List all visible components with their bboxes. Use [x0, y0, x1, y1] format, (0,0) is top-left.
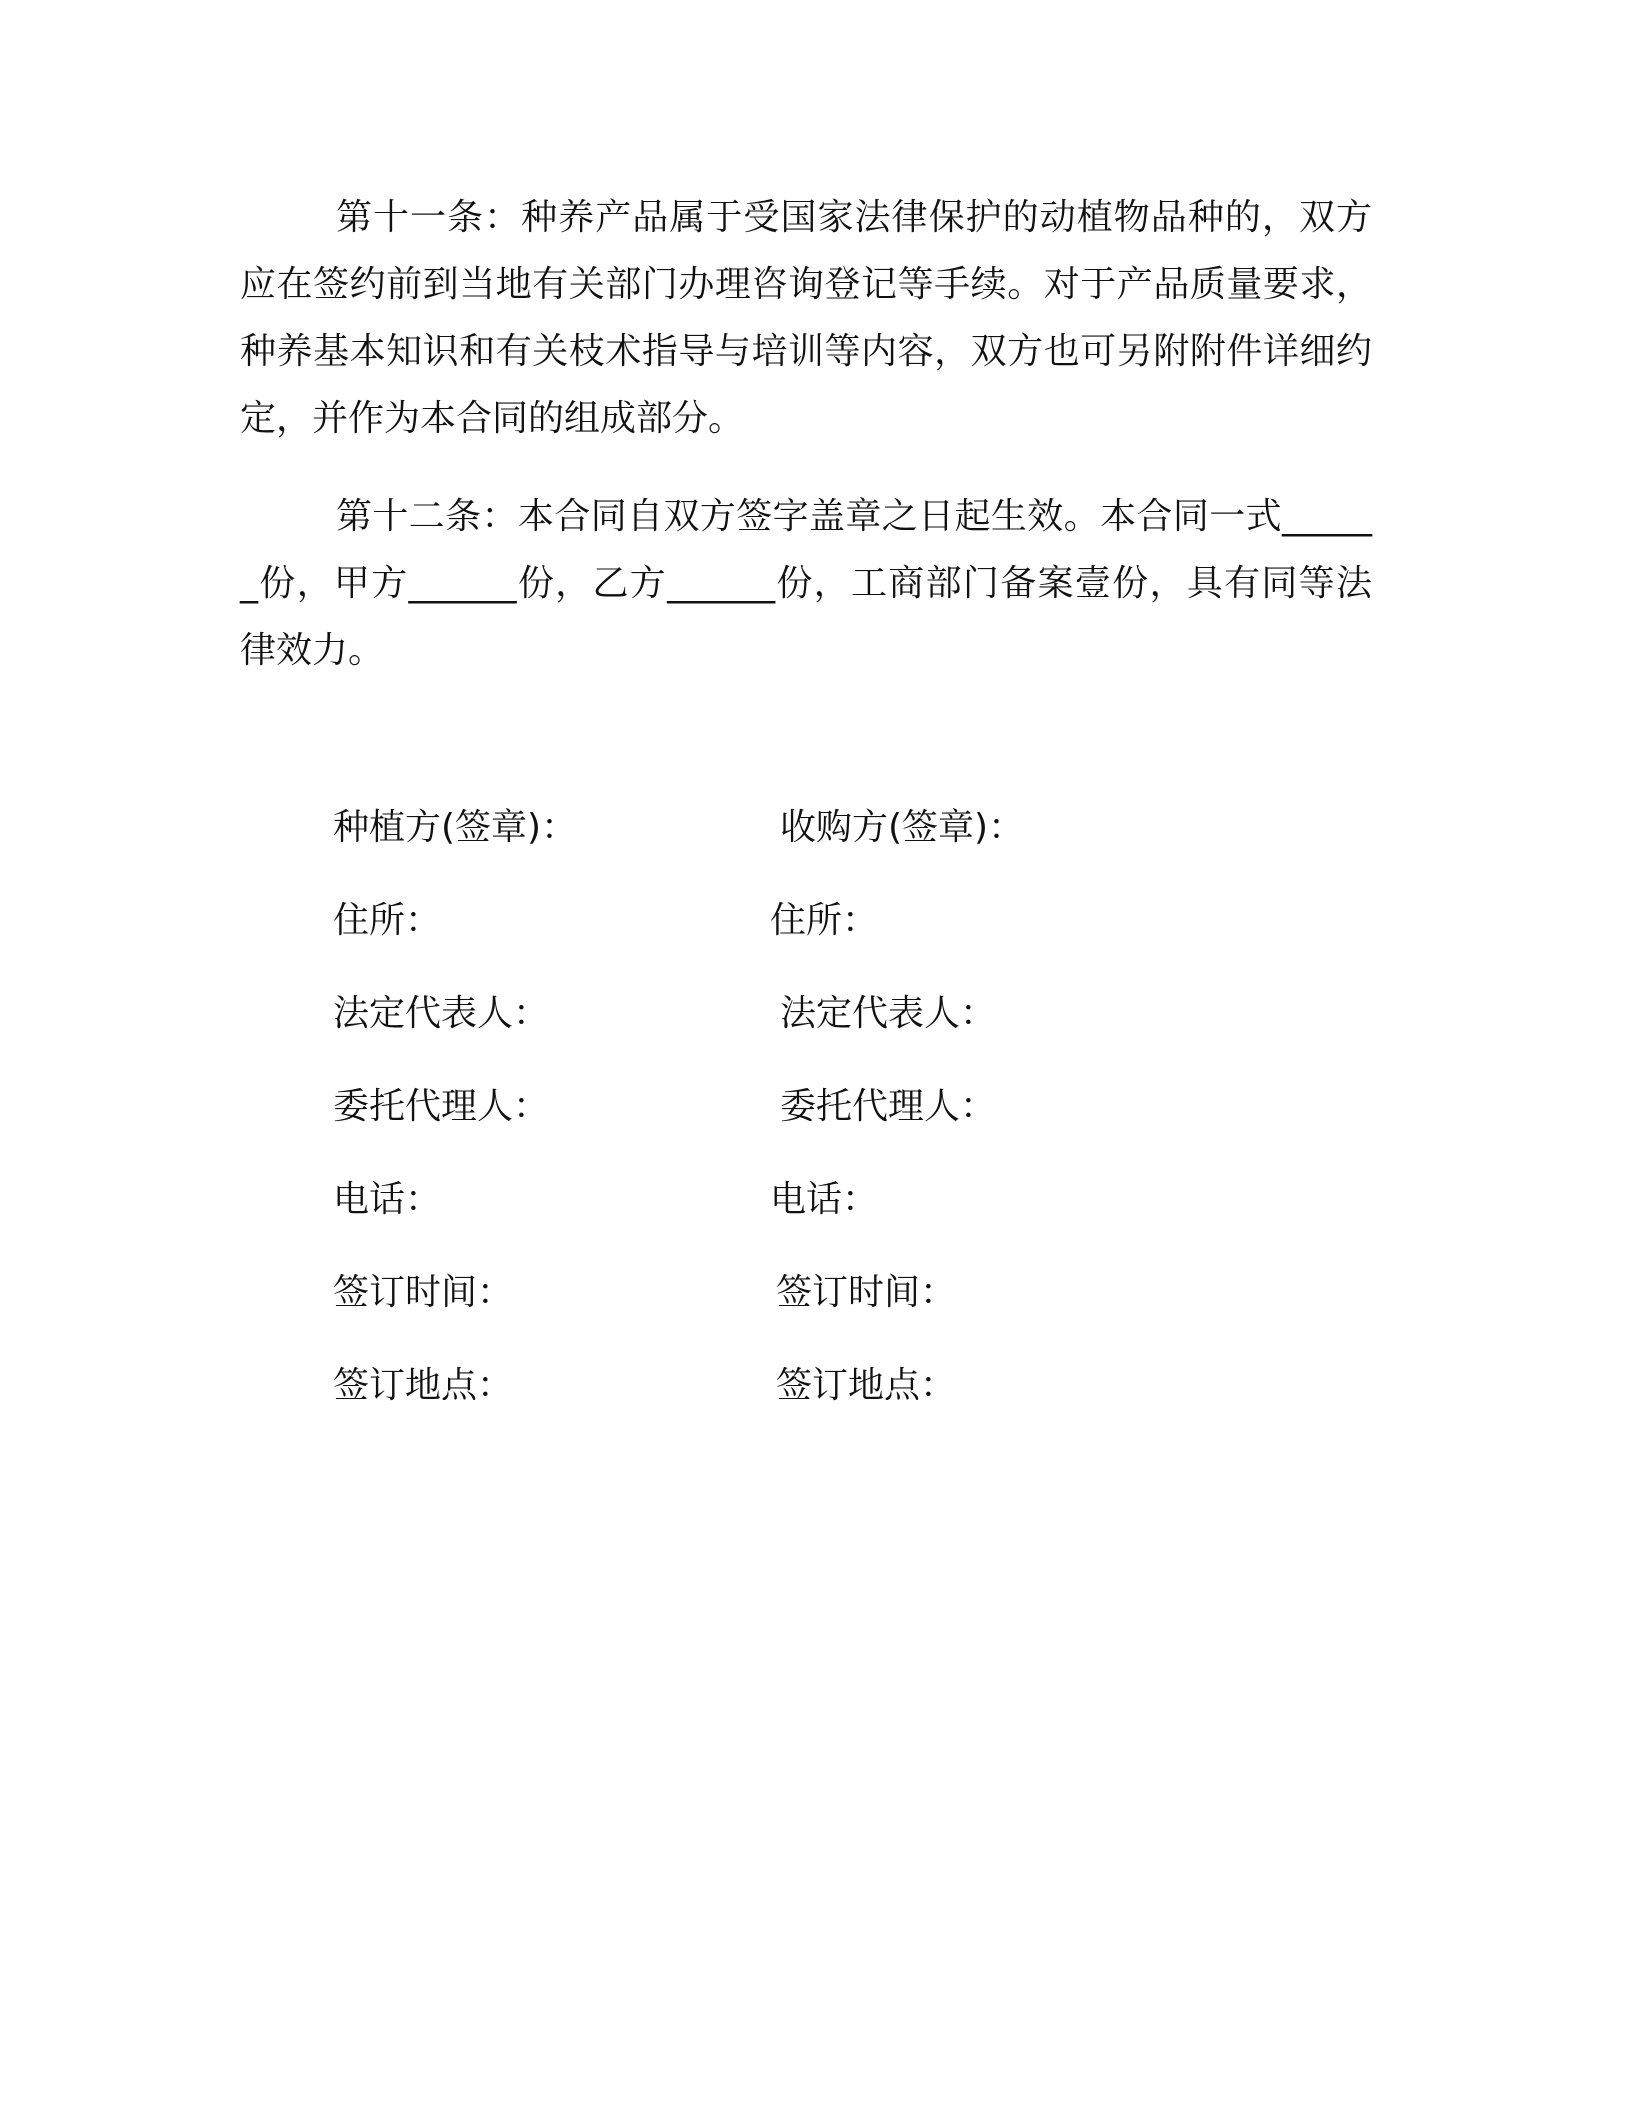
- planter-seal-label: 种植方(签章)：: [333, 807, 578, 848]
- article-eleven: 第十一条：种养产品属于受国家法律保护的动植物品种的，双方应在签约前到当地有关部门办理咨询登记等手续。对于产品质量要求，种养基本知识和有关枝术指导与培训等内容，双方也可另附附件详细约定，并作为本合同的组成部分。: [240, 197, 1372, 439]
- planter-address-label: 住所：: [333, 900, 442, 941]
- planter-phone-label: 电话：: [333, 1179, 442, 1220]
- buyer-seal-label: 收购方(签章)：: [780, 807, 1025, 848]
- planter-sign-date-label: 签订时间：: [333, 1272, 514, 1313]
- planter-sign-place-label: 签订地点：: [333, 1365, 514, 1406]
- article-twelve: 第十二条：本合同自双方签字盖章之日起生效。本合同一式______份，甲方______份，乙方______份，工商部门备案壹份，具有同等法律效力。: [240, 496, 1372, 671]
- buyer-agent-label: 委托代理人：: [780, 1086, 997, 1127]
- buyer-phone-label: 电话：: [770, 1179, 879, 1220]
- buyer-sign-place-label: 签订地点：: [776, 1365, 957, 1406]
- buyer-legal-rep-label: 法定代表人：: [780, 993, 997, 1034]
- buyer-sign-date-label: 签订时间：: [776, 1272, 957, 1313]
- buyer-address-label: 住所：: [770, 900, 879, 941]
- planter-legal-rep-label: 法定代表人：: [333, 993, 550, 1034]
- planter-agent-label: 委托代理人：: [333, 1086, 550, 1127]
